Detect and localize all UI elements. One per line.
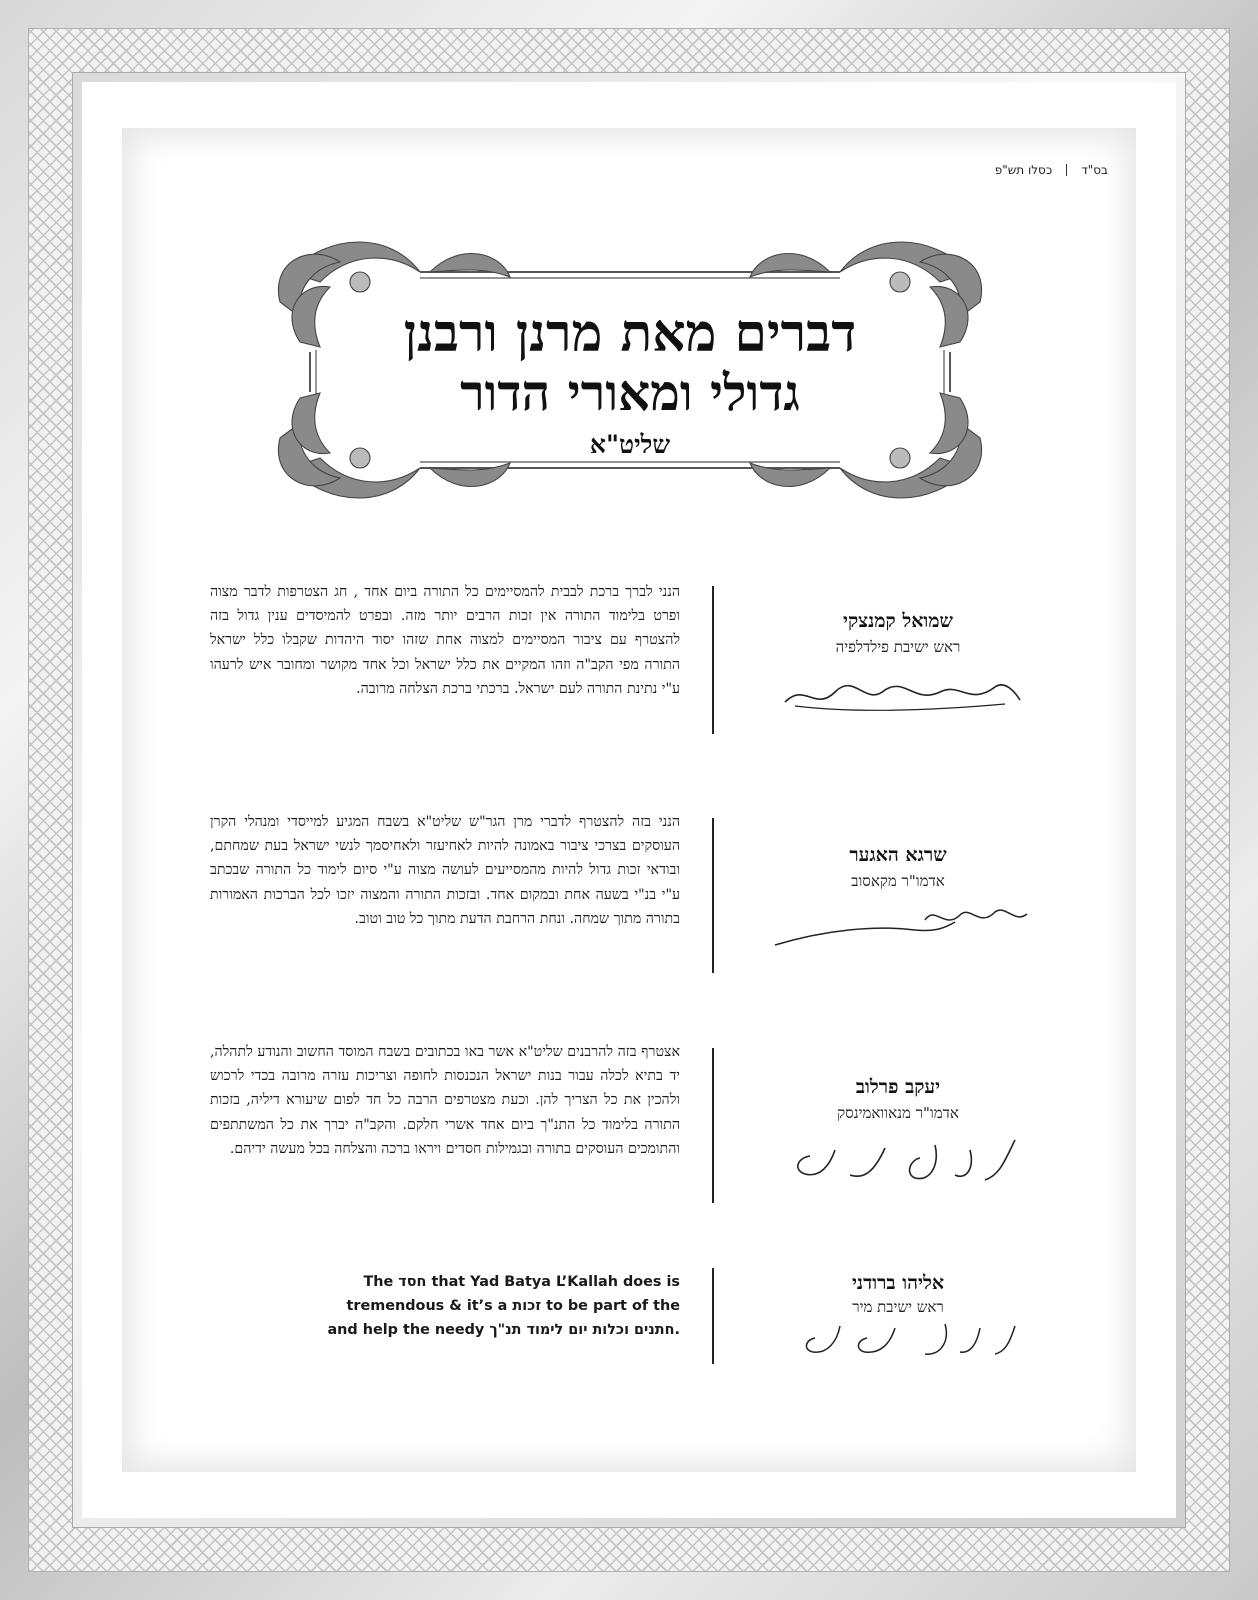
rabbi-title: ראש ישיבת פילדלפיה (835, 638, 961, 656)
handwritten-signature-icon (765, 1130, 1035, 1190)
rabbi-title: אדמו"ר מנאוואמינסק (837, 1104, 959, 1122)
vertical-divider (712, 818, 714, 973)
vertical-divider (712, 586, 714, 734)
endorsement-1 (210, 580, 1046, 740)
title-honorific: שליט"א (589, 430, 671, 459)
title-line-1: דברים מאת מרנן ורבנן (403, 303, 857, 364)
endorsement-text-english (210, 1270, 680, 1342)
title-line-2: גדולי ומאורי הדור (460, 363, 800, 422)
rabbi-title: ראש ישיבת מיר (852, 1298, 944, 1316)
endorsement-3 (210, 1040, 1046, 1210)
endorsement-line: and help the needy חתנים וכלות יום לימוד תנ"ך. (327, 1322, 680, 1338)
endorsement-text: הנני לברך ברכת לבבית להמסיימים כל התורה ביום אחד , חג הצטרפות לדבר מצוה ופרט בלימוד התורה אין זכות הרבים יותר מזה. ובפרט להמיסדים ענין גדול בזה להצטרף עם ציבור המסיימים למצוה אחת שזהו יסוד היהדות שקבלו כלל ישראל התורה מפי הקב"ה וזהו המקיים את כלל ישראל וכל אחד מקושר ומחובר איש לרעהו ע"י נתינת התורה לעם ישראל. ברכתי ברכת הצלחה מרובה. (210, 584, 680, 697)
endorsement-4 (210, 1266, 1046, 1366)
rabbi-name: יעקב פרלוב (855, 1076, 941, 1098)
header-separator (1066, 164, 1067, 176)
rabbi-name: שמואל קמנצקי (843, 610, 953, 632)
vertical-divider (712, 1268, 714, 1364)
bsd-mark: בס"ד (1081, 163, 1108, 177)
rabbi-name: אליהו ברודני (851, 1272, 945, 1294)
document-header (995, 163, 1108, 177)
vertical-divider (712, 1048, 714, 1203)
rabbi-title: אדמו"ר מקאסוב (851, 872, 945, 890)
endorsement-text: אצטרף בזה להרבנים שליט"א אשר באו בכתובים בשבח המוסד החשוב והנודע לתהלה, יד בתיא לכלה עבור בנות ישראל הנכנסות לחופה וצריכות עזרה מרובה בכדי לרכוש ולהכין את כל הצריך להן. וכעת מצטרפים הרבה כל חד לפום שיעורא דיליה, בזכות התורה בלימוד כל התנ"ך ביום אחד אשרי חלקם. והקב"ה יברך את כל המשתתפים והתומכים העוסקים בתורה ובגמילות חסדים ויראו ברכה והצלחה בכל מעשה ידיהם. (210, 1044, 680, 1157)
endorsement-line: The חסד that Yad Batya L’Kallah does is (363, 1274, 680, 1290)
handwritten-signature-icon (765, 662, 1035, 722)
handwritten-signature-icon (765, 900, 1035, 960)
endorsement-text: הנני בזה להצטרף לדברי מרן הגר"ש שליט"א בשבח המגיע למייסדי ומנהלי הקרן העוסקים בצרכי ציבור באמונה להיות לאחיעזר ולאחיסמך לנשי ישראל בעת שמחתם, ובודאי זכות גדול להיות מהמסייעים לעושה מצוה ע"י סיום לימוד כל התורה שבכתב ע"י בנ"י בשעה אחת ובמקום אחד. ובזכות התורה והמצוה יזכו לכל הברכות האמורות בתורה מתוך שמחה. ונחת הרחבת הדעת מתוך כל טוב וטוב. (210, 814, 680, 927)
handwritten-signature-icon (765, 1314, 1035, 1364)
endorsement-2 (210, 810, 1046, 980)
hebrew-date: כסלו תש"פ (994, 163, 1053, 177)
endorsement-line: tremendous & it’s a זכות to be part of the (346, 1298, 680, 1314)
rabbi-name: שרגא האגער (849, 844, 947, 866)
document-title (290, 303, 970, 459)
